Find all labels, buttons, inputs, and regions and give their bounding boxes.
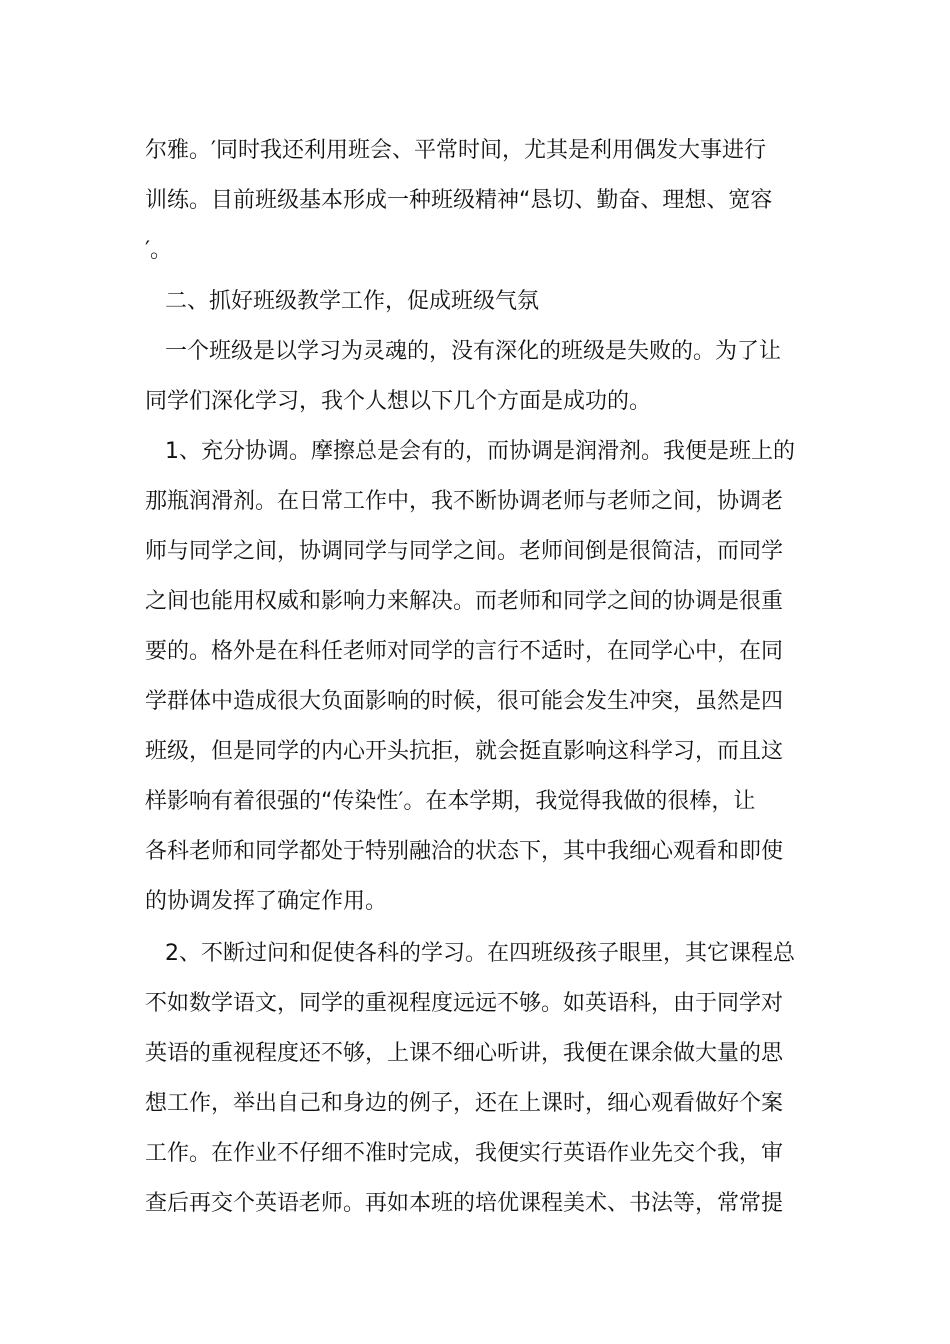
text-line: 那瓶润滑剂。在日常工作中，我不断协调老师与老师之间，协调老 xyxy=(145,489,784,514)
text-line: 要的。格外是在科任老师对同学的言行不适时，在同学心中，在同 xyxy=(145,639,784,664)
text-line: 样影响有着很强的“传染性′。在本学期，我觉得我做的很棒，让 xyxy=(145,789,756,814)
text-line: 工作。在作业不仔细不准时完成，我便实行英语作业先交个我，审 xyxy=(145,1141,784,1166)
text-line: 师与同学之间，协调同学与同学之间。老师间倒是很简洁，而同学 xyxy=(145,539,784,564)
text-line: 1、充分协调。摩擦总是会有的，而协调是润滑剂。我便是班上的 xyxy=(165,439,795,464)
text-line: ′。 xyxy=(145,238,172,263)
text-line: 想工作，举出自己和身边的例子，还在上课时，细心观看做好个案 xyxy=(145,1091,784,1116)
text-line: 训练。目前班级基本形成一种班级精神“恳切、勤奋、理想、宽容 xyxy=(145,188,773,213)
text-line: 学群体中造成很大负面影响的时候，很可能会发生冲突，虽然是四 xyxy=(145,689,784,714)
text-line: 英语的重视程度还不够，上课不细心听讲，我便在课余做大量的思 xyxy=(145,1041,784,1066)
text-line: 各科老师和同学都处于特别融洽的状态下，其中我细心观看和即使 xyxy=(145,839,784,864)
text-line: 一个班级是以学习为灵魂的，没有深化的班级是失败的。为了让 xyxy=(165,339,782,364)
text-line: 查后再交个英语老师。再如本班的培优课程美术、书法等，常常提 xyxy=(145,1191,784,1216)
section-heading: 二、抓好班级教学工作，促成班级气氛 xyxy=(165,289,540,314)
text-line: 同学们深化学习，我个人想以下几个方面是成功的。 xyxy=(145,389,652,414)
text-line: 之间也能用权威和影响力来解决。而老师和同学之间的协调是很重 xyxy=(145,589,784,614)
text-line: 班级，但是同学的内心开头抗拒，就会挺直影响这科学习，而且这 xyxy=(145,739,784,764)
text-line: 尔雅。′同时我还利用班会、平常时间，尤其是利用偶发大事进行 xyxy=(145,138,766,163)
text-line: 2、不断过问和促使各科的学习。在四班级孩子眼里，其它课程总 xyxy=(165,941,795,966)
text-line: 的协调发挥了确定作用。 xyxy=(145,889,388,914)
text-line: 不如数学语文，同学的重视程度远远不够。如英语科，由于同学对 xyxy=(145,991,784,1016)
